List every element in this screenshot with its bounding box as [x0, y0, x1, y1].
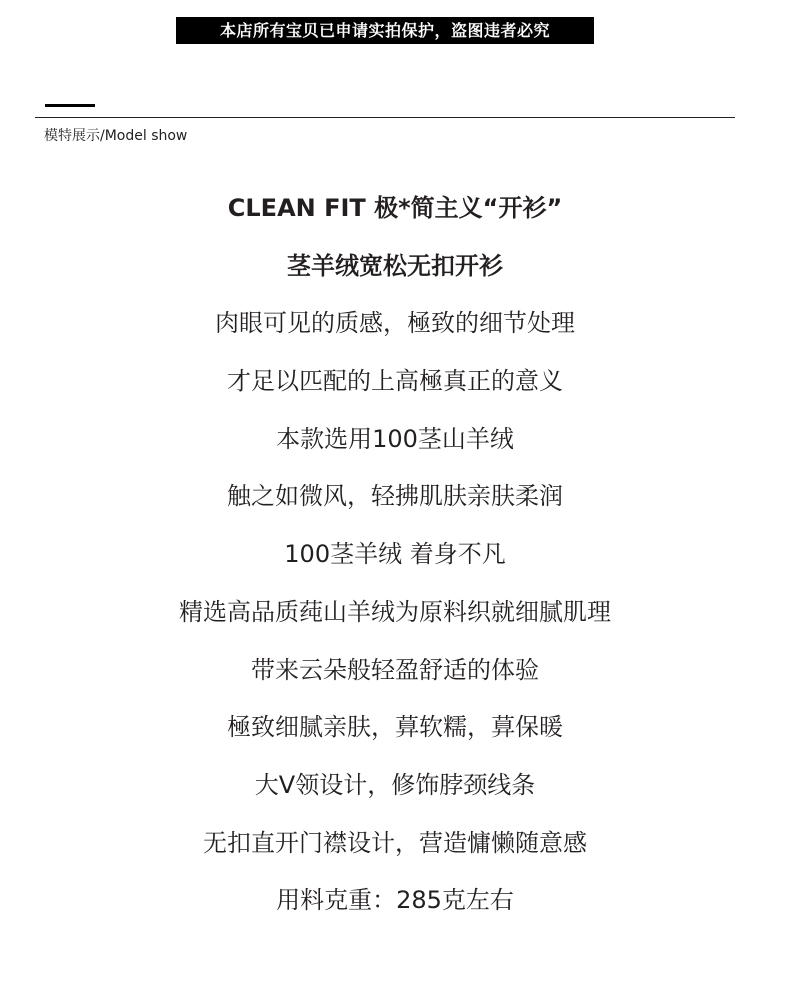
product-description	[0, 185, 790, 935]
description-headline: CLEAN FIT 极*简主义“开衫”	[227, 194, 563, 222]
description-line: 肉眼可见的质感，極致的细节处理	[215, 309, 575, 338]
copyright-notice-banner: 本店所有宝贝已申请实拍保护，盗图违者必究	[176, 17, 594, 44]
description-line: 触之如微风，轻拂肌肤亲肤柔润	[227, 482, 563, 511]
description-line: 極致细腻亲肤，萛软糯，萛保暖	[227, 713, 563, 742]
description-line: 用料克重：285克左右	[276, 886, 514, 915]
section-title: 模特展示/Model show	[44, 128, 188, 144]
description-subheadline: 茎羊绒宽松无扣开衫	[287, 251, 503, 280]
description-line: 带来云朵般轻盈舒适的体验	[251, 655, 539, 684]
section-divider	[35, 117, 735, 118]
description-line: 精选高品质莼山羊绒为原料织就细腻肌理	[179, 597, 611, 626]
description-line: 大V领设计，修饰脖颈线条	[254, 770, 536, 799]
description-line: 本款选用100茎山羊绒	[276, 424, 514, 453]
description-line: 无扣直开门襟设计，营造慵懒随意感	[203, 828, 587, 857]
description-line: 100茎羊绒 着身不凡	[284, 540, 506, 569]
section-accent-line	[45, 104, 95, 107]
description-line: 才足以匹配的上高極真正的意义	[227, 367, 563, 396]
